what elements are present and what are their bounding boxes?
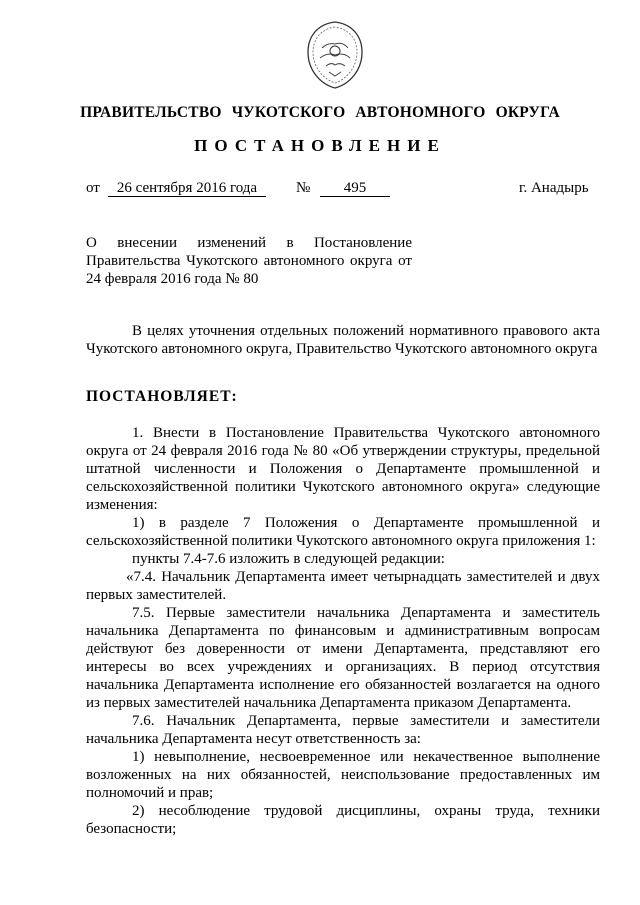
preamble xyxy=(86,322,600,358)
paragraph-7-6-item-1: 1) невыполнение, несвоевременное или некачественное выполнение возложенных на них обязанностей, неиспользование предоставленных им полномочий и прав; xyxy=(86,749,600,801)
paragraph-item-1: 1. Внести в Постановление Правительства Чукотского автономного округа от 24 февраля 2016 года № 80 «Об утверждении структуры, предельной штатной численности и Положения о Департаменте промышленной и сельскохозяйственной политики Чукотского автономного округа» следующие изменения: xyxy=(86,425,600,513)
from-label: от xyxy=(86,180,100,196)
paragraph-7-6-item-2: 2) несоблюдение трудовой дисциплины, охраны труда, техники безопасности; xyxy=(86,803,600,837)
city: г. Анадырь xyxy=(519,180,589,196)
government-title: ПРАВИТЕЛЬСТВО ЧУКОТСКОГО АВТОНОМНОГО ОКРУГА xyxy=(80,104,560,121)
subject-line-2: Правительства Чукотского автономного округа от xyxy=(86,253,412,269)
paragraph-7-6: 7.6. Начальник Департамента, первые заместители и заместители начальника Департамента несут ответственность за: xyxy=(86,713,600,747)
number-label: № xyxy=(296,180,311,196)
document-date: 26 сентября 2016 года xyxy=(108,180,266,197)
document-subject xyxy=(86,234,412,288)
document-number: 495 xyxy=(320,180,390,197)
number-field xyxy=(320,180,390,197)
preamble-text: В целях уточнения отдельных положений нормативного правового акта Чукотского автономного округа, Правительство Чукотского автономного округа xyxy=(86,323,600,357)
subject-line-1: О внесении изменений в Постановление xyxy=(86,235,412,251)
paragraph-7-4: «7.4. Начальник Департамента имеет четырнадцать заместителей и двух первых заместителей. xyxy=(86,569,600,603)
resolution-body xyxy=(86,424,600,838)
document-type-title: ПОСТАНОВЛЕНИЕ xyxy=(194,136,446,155)
subject-line-3: 24 февраля 2016 года № 80 xyxy=(86,271,259,287)
paragraph-points-intro: пункты 7.4-7.6 изложить в следующей редакции: xyxy=(132,551,445,567)
paragraph-subitem-1: 1) в разделе 7 Положения о Департаменте промышленной и сельскохозяйственной политики Чукотского автономного округа приложения 1: xyxy=(86,515,600,549)
paragraph-7-5: 7.5. Первые заместители начальника Департамента и заместитель начальника Департамента по финансовым и административным вопросам действуют без доверенности от имени Департамента, представляют его интересы во всех учреждениях и организациях. В период отсутствия начальника Департамента исполнение его обязанностей возлагается на одного из первых заместителей начальника Департамента приказом Департамента. xyxy=(86,605,600,711)
date-field xyxy=(108,180,266,197)
resolves-heading: ПОСТАНОВЛЯЕТ: xyxy=(86,388,238,405)
coat-of-arms-emblem xyxy=(298,18,372,92)
